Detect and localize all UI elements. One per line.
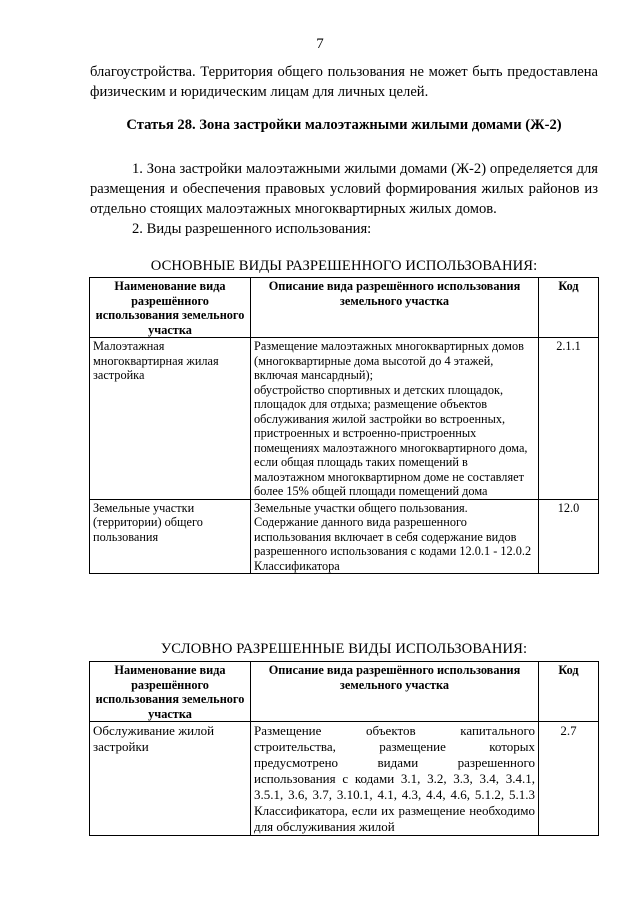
use-code: 12.0 [539,499,599,574]
table-header-row [90,662,599,722]
paragraph-permitted-uses: 2. Виды разрешенного использования: [132,221,372,237]
use-code: 2.7 [539,722,599,836]
use-description-part: Размещение малоэтажных многоквартирных домов (многоквартирные дома высотой до 4 этажей, включая мансардный); [254,339,524,382]
use-description: Размещение объектов капитального строительства, размещение которых предусмотрено видами разрешенного использования с кодами 3.1, 3.2, 3.3, 3.4, 3.4.1, 3.5.1, 3.6, 3.7, 3.10.1, 4.1, 4.3, 4.4, 4.6, 5.1.2, 5.1.3 Классификатора, если их размещение необходимо для обслуживания жилой [251,722,539,836]
use-code: 2.1.1 [539,338,599,500]
use-name: Земельные участки (территории) общего пользования [90,499,251,574]
header-name: Наименование вида разрешённого использования земельного участка [90,278,251,338]
header-description: Описание вида разрешённого использования земельного участка [251,278,539,338]
article-heading: Статья 28. Зона застройки малоэтажными жилыми домами (Ж-2) [126,117,562,133]
header-code: Код [539,662,599,722]
table-header-row [90,278,599,338]
table-row [90,338,599,500]
paragraph-zone-definition: 1. Зона застройки малоэтажными жилыми домами (Ж-2) определяется для размещения и обеспечения правовых условий формирования жилых районов из отдельно стоящих малоэтажных многоквартирных жилых домов. [90,161,598,217]
use-description-part: Содержание данного вида разрешенного использования включает в себя содержание видов разрешенного использования с кодами 12.0.1 - 12.0.2 Классификатора [254,515,532,573]
table-row [90,722,599,836]
main-uses-title: ОСНОВНЫЕ ВИДЫ РАЗРЕШЕННОГО ИСПОЛЬЗОВАНИЯ: [150,258,538,274]
conditional-uses-table [89,661,599,836]
use-description-part: обустройство спортивных и детских площадок, площадок для отдыха; размещение объектов обслуживания жилой застройки во встроенных, пристроенных и встроенно-пристроенных помещениях малоэтажного многоквартирного дома, если общая площадь таких помещений в малоэтажном многоквартирном доме не составляет более 15% общей площади помещений дома [254,382,528,498]
use-name: Обслуживание жилой застройки [90,722,251,836]
use-description [251,499,539,574]
table-row [90,499,599,574]
page-number: 7 [316,36,324,52]
conditional-uses-title: УСЛОВНО РАЗРЕШЕННЫЕ ВИДЫ ИСПОЛЬЗОВАНИЯ: [160,641,528,657]
use-description-part: Земельные участки общего пользования. [254,500,468,515]
header-code: Код [539,278,599,338]
use-name: Малоэтажная многоквартирная жилая застройка [90,338,251,500]
use-description [251,338,539,500]
intro-paragraph: благоустройства. Территория общего пользования не может быть предоставлена физическим и юридическим лицам для личных целей. [90,64,598,100]
header-description: Описание вида разрешённого использования земельного участка [251,662,539,722]
main-uses-table [89,277,599,574]
header-name: Наименование вида разрешённого использования земельного участка [90,662,251,722]
